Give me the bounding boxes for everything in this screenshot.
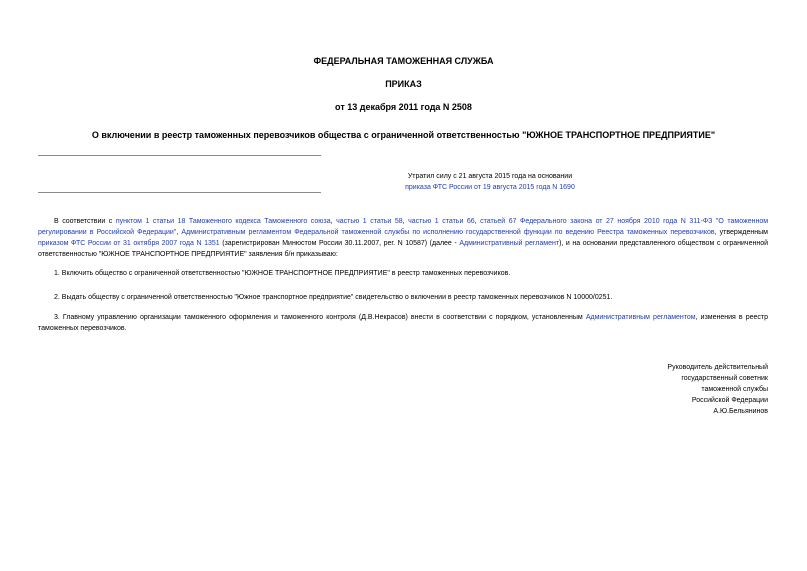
preamble-text: , <box>402 218 409 225</box>
order-item-3 <box>38 312 768 334</box>
signature-line: таможенной службы <box>701 386 768 393</box>
fts-order-1351-link[interactable]: приказом ФТС России от 31 октября 2007 года N 1351 <box>38 240 220 247</box>
item-3-text: , изменения в реестр таможенных перевозчиков. <box>38 314 768 332</box>
item-3-text: 3. Главному управлению организации таможенного оформления и таможенного контроля (Д.В.Некрасов) внести в соответствии с порядком, установленным <box>54 314 586 321</box>
signature-line: государственный советник <box>681 375 768 382</box>
signature-line: Руководитель действительный <box>667 364 768 371</box>
article-58-link[interactable]: частью 1 статьи 58 <box>336 218 403 225</box>
preamble-text: , <box>474 218 481 225</box>
divider-top <box>38 155 321 156</box>
organization-title: ФЕДЕРАЛЬНАЯ ТАМОЖЕННАЯ СЛУЖБА <box>313 56 494 66</box>
signature-block <box>568 362 768 417</box>
admin-regulation-link[interactable]: Административным регламентом Федеральной таможенной службы по исполнению государственной функции по ведению Реестра таможенных перевозчиков <box>181 229 715 236</box>
divider-bottom <box>38 192 321 193</box>
status-note-link-line <box>250 182 730 193</box>
document-type: ПРИКАЗ <box>385 79 422 89</box>
tk-article-link[interactable]: пунктом 1 статьи 18 Таможенного кодекса Таможенного союза <box>115 218 331 225</box>
federal-law-link[interactable]: статьей 67 Федерального закона от 27 ноября 2010 года N 311-ФЗ "О таможенном регулировании в Российской Федерации" <box>38 218 769 236</box>
preamble-paragraph <box>38 216 768 260</box>
signature-line: Российской Федерации <box>691 397 768 404</box>
order-item-1: 1. Включить общество с ограниченной ответственностью "ЮЖНОЕ ТРАНСПОРТНОЕ ПРЕДПРИЯТИЕ" в реестр таможенных перевозчиков. <box>54 270 511 277</box>
admin-regulation-short-link[interactable]: Административный регламент <box>459 240 560 247</box>
preamble-text: , <box>176 229 182 236</box>
preamble-text: В соответствии с <box>54 218 116 225</box>
signatory-name: А.Ю.Бельянинов <box>713 408 768 415</box>
status-note-text: Утратил силу с 21 августа 2015 года на основании <box>407 173 573 180</box>
preamble-text: ), и на основании представленного обществом с ограниченной ответственностью "ЮЖНОЕ ТРАНСПОРТНОЕ ПРЕДПРИЯТИЕ" заявления б/н приказываю: <box>38 240 768 258</box>
repeal-order-link[interactable]: приказа ФТС России от 19 августа 2015 года N 1690 <box>405 184 575 191</box>
article-66-link[interactable]: частью 1 статьи 66 <box>408 218 475 225</box>
preamble-text: , утвержденным <box>714 229 768 236</box>
preamble-text: (зарегистрирован Минюстом России 30.11.2007, рег. N 10587) (далее - <box>219 240 460 247</box>
document-subject: О включении в реестр таможенных перевозчиков общества с ограниченной ответственностью "ЮЖНОЕ ТРАНСПОРТНОЕ ПРЕДПРИЯТИЕ" <box>91 130 716 140</box>
document-date-number: от 13 декабря 2011 года N 2508 <box>335 102 472 112</box>
admin-regulation-link-item3[interactable]: Административным регламентом <box>585 314 696 321</box>
order-item-2: 2. Выдать обществу с ограниченной ответственностью "Южное транспортное предприятие" свидетельство о включении в реестр таможенных перевозчиков N 10000/0251. <box>54 294 613 301</box>
preamble-text: , <box>330 218 337 225</box>
